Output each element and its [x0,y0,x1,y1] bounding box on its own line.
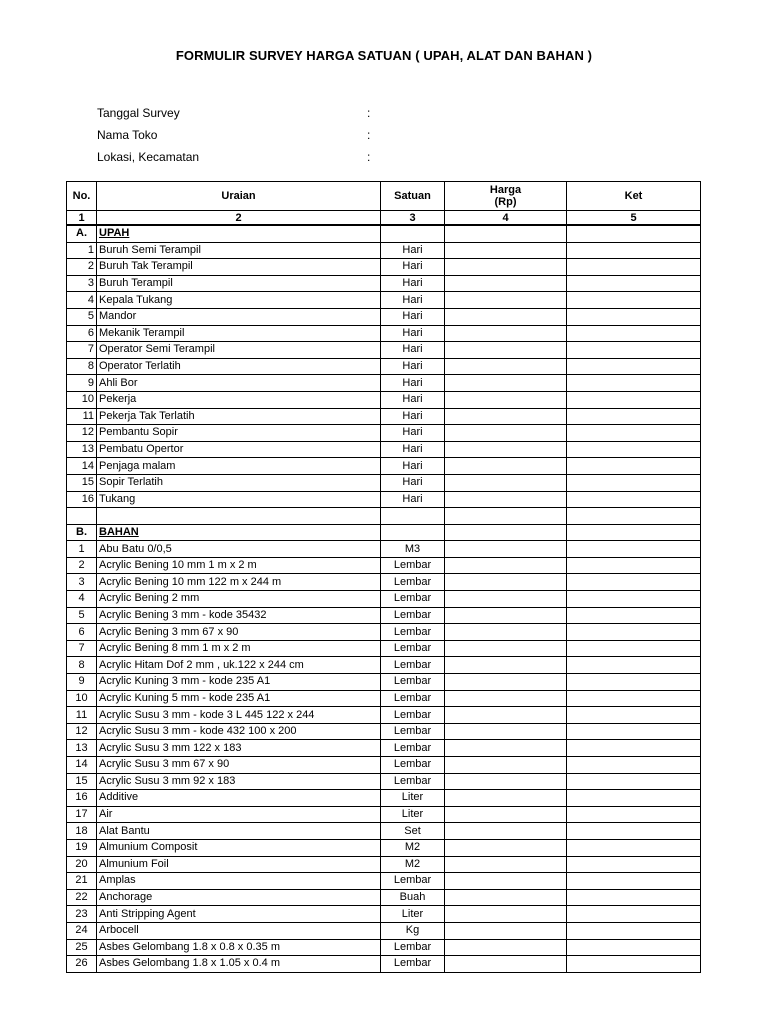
harga-cell[interactable] [445,292,567,309]
ket-cell[interactable] [567,674,701,691]
harga-cell[interactable] [445,557,567,574]
table-row [67,906,701,923]
row-satuan: Lembar [381,873,445,890]
row-uraian: Acrylic Bening 8 mm 1 m x 2 m [97,640,381,657]
harga-cell[interactable] [445,674,567,691]
row-uraian: Almunium Composit [97,839,381,856]
harga-cell[interactable] [445,342,567,359]
row-no: 13 [67,441,97,458]
row-no: 6 [67,325,97,342]
row-uraian: Kepala Tukang [97,292,381,309]
row-uraian: Acrylic Kuning 3 mm - kode 235 A1 [97,674,381,691]
row-satuan: Lembar [381,707,445,724]
survey-table [66,181,701,973]
row-no: 5 [67,308,97,325]
row-no: 11 [67,408,97,425]
row-satuan: Lembar [381,557,445,574]
ket-cell[interactable] [567,823,701,840]
ket-cell[interactable] [567,889,701,906]
row-satuan: Lembar [381,773,445,790]
row-satuan: M2 [381,839,445,856]
empty-cell [567,508,701,525]
section-label: BAHAN [97,524,381,541]
row-uraian: Mandor [97,308,381,325]
row-uraian: Penjaga malam [97,458,381,475]
harga-cell[interactable] [445,773,567,790]
row-uraian: Acrylic Kuning 5 mm - kode 235 A1 [97,690,381,707]
ket-cell[interactable] [567,574,701,591]
row-no: 11 [67,707,97,724]
row-uraian: Operator Semi Terampil [97,342,381,359]
ket-cell[interactable] [567,690,701,707]
row-satuan: Lembar [381,690,445,707]
ket-cell[interactable] [567,358,701,375]
ket-cell[interactable] [567,259,701,276]
row-uraian: Acrylic Susu 3 mm - kode 432 100 x 200 [97,723,381,740]
table-row [67,541,701,558]
ket-cell[interactable] [567,773,701,790]
row-uraian: Pembatu Opertor [97,441,381,458]
table-row [67,773,701,790]
table-row [67,259,701,276]
harga-cell[interactable] [445,524,567,541]
row-uraian: Asbes Gelombang 1.8 x 1.05 x 0.4 m [97,956,381,973]
table-row [67,474,701,491]
harga-cell[interactable] [445,308,567,325]
row-no: 6 [67,624,97,641]
empty-cell [381,508,445,525]
row-no: 2 [67,557,97,574]
ket-cell[interactable] [567,707,701,724]
row-satuan: Hari [381,292,445,309]
row-satuan: Hari [381,259,445,276]
harga-cell[interactable] [445,375,567,392]
harga-cell[interactable] [445,856,567,873]
table-row [67,375,701,392]
row-satuan: Lembar [381,723,445,740]
table-row [67,856,701,873]
ket-cell[interactable] [567,425,701,442]
table-row [67,574,701,591]
row-no: 18 [67,823,97,840]
row-uraian: Acrylic Susu 3 mm 92 x 183 [97,773,381,790]
form-title: FORMULIR SURVEY HARGA SATUAN ( UPAH, ALAT DAN BAHAN ) [175,48,593,63]
row-satuan: Lembar [381,607,445,624]
row-satuan: Lembar [381,757,445,774]
table-row [67,242,701,259]
row-satuan: Buah [381,889,445,906]
table-row [67,325,701,342]
table-row [67,740,701,757]
ket-cell[interactable] [567,922,701,939]
row-uraian: Abu Batu 0/0,5 [97,541,381,558]
row-satuan: Hari [381,474,445,491]
row-no: 16 [67,790,97,807]
table-row [67,939,701,956]
row-uraian: Acrylic Bening 3 mm 67 x 90 [97,624,381,641]
harga-cell[interactable] [445,607,567,624]
row-uraian: Acrylic Susu 3 mm 67 x 90 [97,757,381,774]
header-satuan: Satuan [381,182,445,211]
section-no: A. [67,225,97,242]
info-label-lokasi: Lokasi, Kecamatan [97,150,200,164]
row-satuan: Hari [381,275,445,292]
row-uraian: Buruh Terampil [97,275,381,292]
row-no: 17 [67,806,97,823]
row-satuan: Lembar [381,640,445,657]
table-row [67,640,701,657]
header-ket: Ket [567,182,701,211]
row-uraian: Sopir Terlatih [97,474,381,491]
row-no: 21 [67,873,97,890]
row-satuan: Hari [381,408,445,425]
harga-cell[interactable] [445,740,567,757]
row-uraian: Additive [97,790,381,807]
harga-cell[interactable] [445,242,567,259]
section-label: UPAH [97,225,381,242]
table-row [67,839,701,856]
ket-cell[interactable] [567,225,701,242]
ket-cell[interactable] [567,806,701,823]
row-satuan: Hari [381,425,445,442]
row-satuan: Hari [381,391,445,408]
info-colon-tanggal: : [367,106,371,120]
table-row [67,342,701,359]
empty-cell [381,524,445,541]
row-satuan: Hari [381,491,445,508]
ket-cell[interactable] [567,308,701,325]
row-satuan: Hari [381,375,445,392]
row-uraian: Pekerja Tak Terlatih [97,408,381,425]
empty-cell [381,225,445,242]
table-row [67,591,701,608]
harga-cell[interactable] [445,474,567,491]
row-satuan: Liter [381,906,445,923]
ket-cell[interactable] [567,557,701,574]
ket-cell[interactable] [567,275,701,292]
harga-cell[interactable] [445,790,567,807]
harga-cell[interactable] [445,441,567,458]
row-uraian: Acrylic Bening 3 mm - kode 35432 [97,607,381,624]
harga-cell[interactable] [445,591,567,608]
table-row [67,790,701,807]
table-row [67,557,701,574]
row-uraian: Mekanik Terampil [97,325,381,342]
ket-cell[interactable] [567,740,701,757]
ket-cell[interactable] [567,242,701,259]
table-row [67,922,701,939]
ket-cell[interactable] [567,325,701,342]
ket-cell[interactable] [567,541,701,558]
col-number-5: 5 [567,211,701,226]
harga-cell[interactable] [445,491,567,508]
harga-cell[interactable] [445,823,567,840]
row-no: 25 [67,939,97,956]
ket-cell[interactable] [567,408,701,425]
ket-cell[interactable] [567,391,701,408]
row-no: 4 [67,591,97,608]
row-no: 22 [67,889,97,906]
ket-cell[interactable] [567,458,701,475]
harga-cell[interactable] [445,723,567,740]
info-label-toko: Nama Toko [97,128,158,142]
row-satuan: Lembar [381,624,445,641]
ket-cell[interactable] [567,757,701,774]
row-no: 24 [67,922,97,939]
harga-cell[interactable] [445,458,567,475]
table-row [67,358,701,375]
row-no: 13 [67,740,97,757]
row-no: 14 [67,458,97,475]
table-row [67,690,701,707]
header-harga [445,182,567,211]
row-uraian: Almunium Foil [97,856,381,873]
harga-cell[interactable] [445,839,567,856]
row-no: 10 [67,690,97,707]
row-uraian: Air [97,806,381,823]
row-no: 1 [67,541,97,558]
row-satuan: Set [381,823,445,840]
table-row [67,441,701,458]
harga-cell[interactable] [445,325,567,342]
empty-cell [97,508,381,525]
table-row [67,391,701,408]
harga-cell[interactable] [445,391,567,408]
empty-cell [445,508,567,525]
harga-cell[interactable] [445,574,567,591]
harga-cell[interactable] [445,956,567,973]
col-number-3: 3 [381,211,445,226]
harga-cell[interactable] [445,657,567,674]
harga-cell[interactable] [445,624,567,641]
row-no: 7 [67,342,97,359]
table-row [67,674,701,691]
table-row [67,408,701,425]
harga-cell[interactable] [445,922,567,939]
table-row [67,757,701,774]
harga-cell[interactable] [445,408,567,425]
row-no: 16 [67,491,97,508]
harga-cell[interactable] [445,541,567,558]
harga-cell[interactable] [445,225,567,242]
ket-cell[interactable] [567,956,701,973]
table-row [67,292,701,309]
row-satuan: Lembar [381,591,445,608]
ket-cell[interactable] [567,292,701,309]
table-row [67,873,701,890]
row-uraian: Anti Stripping Agent [97,906,381,923]
table-row [67,425,701,442]
row-satuan: Hari [381,308,445,325]
row-no: 12 [67,425,97,442]
ket-cell[interactable] [567,375,701,392]
ket-cell[interactable] [567,607,701,624]
info-colon-lokasi: : [367,150,371,164]
harga-cell[interactable] [445,425,567,442]
row-uraian: Pembantu Sopir [97,425,381,442]
row-satuan: Lembar [381,740,445,757]
row-satuan: Hari [381,242,445,259]
row-uraian: Operator Terlatih [97,358,381,375]
table-row [67,889,701,906]
row-no: 9 [67,375,97,392]
ket-cell[interactable] [567,640,701,657]
row-no: 8 [67,657,97,674]
row-uraian: Ahli Bor [97,375,381,392]
table-row [67,275,701,292]
harga-cell[interactable] [445,906,567,923]
row-satuan: Lembar [381,956,445,973]
ket-cell[interactable] [567,790,701,807]
column-number-row [67,211,701,226]
ket-cell[interactable] [567,939,701,956]
row-uraian: Acrylic Susu 3 mm 122 x 183 [97,740,381,757]
row-satuan: Lembar [381,657,445,674]
info-colon-toko: : [367,128,371,142]
col-number-4: 4 [445,211,567,226]
row-uraian: Alat Bantu [97,823,381,840]
row-no: 26 [67,956,97,973]
table-row [67,458,701,475]
header-no: No. [67,182,97,211]
row-no: 3 [67,574,97,591]
ket-cell[interactable] [567,856,701,873]
row-satuan: Hari [381,358,445,375]
section-bahan-row [67,524,701,541]
row-no: 12 [67,723,97,740]
harga-cell[interactable] [445,757,567,774]
row-satuan: Kg [381,922,445,939]
row-uraian: Tukang [97,491,381,508]
section-no: B. [67,524,97,541]
ket-cell[interactable] [567,474,701,491]
info-label-tanggal: Tanggal Survey [97,106,180,120]
ket-cell[interactable] [567,723,701,740]
row-no: 1 [67,242,97,259]
row-satuan: Hari [381,342,445,359]
ket-cell[interactable] [567,839,701,856]
empty-cell [67,508,97,525]
header-uraian: Uraian [97,182,381,211]
row-uraian: Buruh Tak Terampil [97,259,381,276]
row-satuan: Lembar [381,939,445,956]
row-no: 9 [67,674,97,691]
table-row [67,607,701,624]
row-no: 10 [67,391,97,408]
row-no: 15 [67,474,97,491]
row-no: 3 [67,275,97,292]
header-harga-label: Harga [489,184,522,196]
table-row [67,956,701,973]
row-satuan: Lembar [381,574,445,591]
row-no: 8 [67,358,97,375]
row-no: 23 [67,906,97,923]
table-row [67,624,701,641]
table-row [67,308,701,325]
ket-cell[interactable] [567,591,701,608]
harga-cell[interactable] [445,358,567,375]
row-satuan: M3 [381,541,445,558]
row-satuan: Hari [381,458,445,475]
harga-cell[interactable] [445,640,567,657]
row-satuan: Hari [381,325,445,342]
table-header-row [67,182,701,211]
ket-cell[interactable] [567,342,701,359]
row-uraian: Asbes Gelombang 1.8 x 0.8 x 0.35 m [97,939,381,956]
harga-cell[interactable] [445,690,567,707]
ket-cell[interactable] [567,873,701,890]
harga-cell[interactable] [445,806,567,823]
row-no: 5 [67,607,97,624]
row-uraian: Acrylic Susu 3 mm - kode 3 L 445 122 x 244 [97,707,381,724]
harga-cell[interactable] [445,889,567,906]
table-row [67,491,701,508]
harga-cell[interactable] [445,275,567,292]
table-row [67,657,701,674]
harga-cell[interactable] [445,259,567,276]
col-number-1: 1 [67,211,97,226]
harga-cell[interactable] [445,873,567,890]
table-row [67,823,701,840]
row-satuan: Lembar [381,674,445,691]
section-upah-row [67,225,701,242]
harga-cell[interactable] [445,939,567,956]
harga-cell[interactable] [445,707,567,724]
row-uraian: Pekerja [97,391,381,408]
row-no: 7 [67,640,97,657]
row-satuan: Liter [381,790,445,807]
header-harga-unit: (Rp) [494,196,517,208]
table-row [67,723,701,740]
row-no: 20 [67,856,97,873]
ket-cell[interactable] [567,906,701,923]
table-row [67,806,701,823]
row-uraian: Arbocell [97,922,381,939]
row-uraian: Anchorage [97,889,381,906]
row-uraian: Acrylic Bening 10 mm 122 m x 244 m [97,574,381,591]
row-no: 15 [67,773,97,790]
ket-cell[interactable] [567,524,701,541]
row-satuan: Liter [381,806,445,823]
spacer-row [67,508,701,525]
row-no: 4 [67,292,97,309]
ket-cell[interactable] [567,441,701,458]
row-no: 19 [67,839,97,856]
row-no: 2 [67,259,97,276]
row-uraian: Acrylic Hitam Dof 2 mm , uk.122 x 244 cm [97,657,381,674]
row-uraian: Buruh Semi Terampil [97,242,381,259]
ket-cell[interactable] [567,491,701,508]
table-row [67,707,701,724]
row-satuan: Hari [381,441,445,458]
row-uraian: Amplas [97,873,381,890]
row-uraian: Acrylic Bening 10 mm 1 m x 2 m [97,557,381,574]
col-number-2: 2 [97,211,381,226]
ket-cell[interactable] [567,657,701,674]
row-uraian: Acrylic Bening 2 mm [97,591,381,608]
row-no: 14 [67,757,97,774]
row-satuan: M2 [381,856,445,873]
ket-cell[interactable] [567,624,701,641]
